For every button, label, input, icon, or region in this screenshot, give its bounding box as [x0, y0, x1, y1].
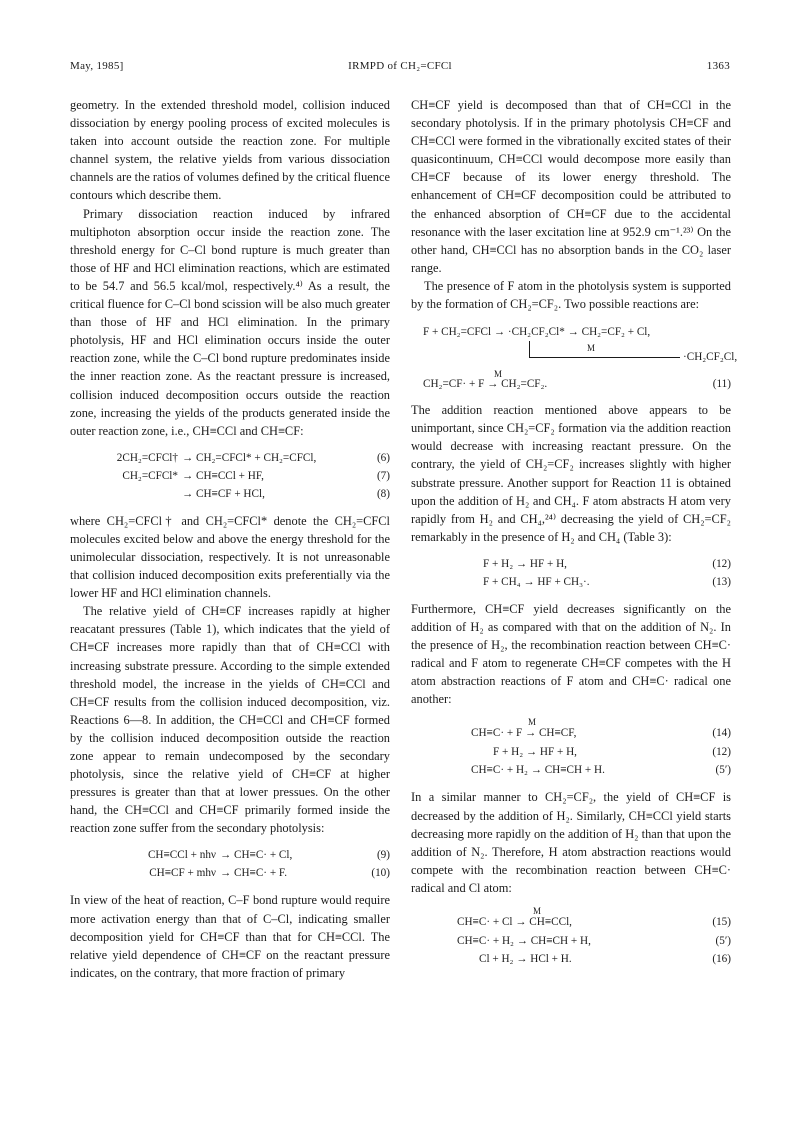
equation-10 — [70, 864, 390, 882]
catalyst-label: M — [587, 343, 596, 354]
scheme-line-3: CH₂=CF· + F → CH₂=CF₂. — [423, 378, 548, 391]
equation-6 — [70, 449, 390, 467]
branch-arrow — [529, 341, 680, 358]
equation-number: (9) — [376, 849, 390, 862]
paragraph: where CH₂=CFCl† and CH₂=CFCl* denote the CH₂=CFCl molecules excited below and above the energy threshold for the unimolecular dissociation, respectively. It is not unreasonable that collision induced decomposition exits preferentially via the lower HF and HCl elimination channels. — [70, 513, 390, 601]
equation-number: (8) — [376, 487, 390, 500]
header-title: IRMPD of CH₂=CFCl — [348, 60, 452, 72]
equation-rhs: → CH≡CF + HCl, — [182, 487, 265, 500]
equation-16 — [411, 950, 731, 968]
equation-number: (13) — [712, 575, 731, 588]
equation-12 — [411, 555, 731, 573]
equation-lhs: CH≡CF + mhν — [149, 867, 216, 880]
equation-number: (5′) — [715, 935, 731, 947]
equation-text: CH≡C· + Cl → CH≡CCl, — [457, 916, 572, 928]
paragraph: The relative yield of CH≡CF increases rapidly at higher reacatant pressures (Table 1), which indicates that the yield of CH≡CF increases more rapidly than that of CH≡CCl with increasing substrate pressure. According to the simple extended threshold model, the increase in the yields of CH≡CCl and CH≡CF results from the collision induced decomposition, viz. Reactions 6—8. In addition, the CH≡CCl and CH≡CF formed by the collision induced decomposition outside the reaction zone appear to remain undecomposed by the secondary photolysis, since the relative yield of CH≡CF at higher pressures is greater than that at lower pressues. On the other hand, the CH≡CCl and CH≡CF primarily formed inside the reaction zone suffer from the secondary photolysis: — [70, 604, 390, 836]
equation-rhs: → CH≡C· + F. — [220, 867, 288, 880]
equation-text: CH≡C· + H₂ → CH≡CH + H, — [457, 935, 591, 947]
catalyst-label: M — [528, 717, 537, 728]
catalyst-label: M — [494, 369, 503, 380]
reaction-scheme-11 — [411, 321, 738, 395]
paragraph: CH≡CF yield is decomposed than that of CH≡CCl in the secondary photolysis. If in the primary photolysis CH≡CF and CH≡CCl were formed in the vibrationally excited states of their quasicontinuum, CH≡CCl would decompose more easily than CH≡CF because of its lower energy threshold. The enhancement of CH≡CF decomposition could be attributed to the enhanced absorption of CH≡CF due to the accidental resonance with the laser excitation line at 952.9 cm⁻¹.²³⁾ On the other hand, CH≡CCl has no absorption bands in the CO₂ laser range. — [411, 98, 731, 275]
equation-block — [411, 555, 731, 591]
paragraph: In a similar manner to CH₂=CF₂, the yield of CH≡CF is decreased by the addition of H₂. Similarly, CH≡CCl yield starts decreasing more rapidly on the addition of H₂ than that upon the addition of N₂. Therefore, H atom abstraction reactions would compete with the recombination reaction between CH≡C· radical and Cl atom: — [411, 790, 731, 895]
equation-8 — [70, 485, 390, 503]
header-date: May, 1985] — [70, 60, 124, 72]
paragraph: geometry. In the extended threshold model, collision induced dissociation by energy pooling process of excited molecules is taken into account outside the reaction zone. For multiple channel system, the relative yields from various dissociation channels are the ratios of volumes defined by the critical fluence contours which describe them. — [70, 98, 390, 203]
equation-15 — [411, 906, 731, 932]
paragraph: Primary dissociation reaction induced by infrared multiphoton absorption occur inside the reaction zone. The threshold energy for C–Cl bond rupture is much greater than those of HF and HCl elimination reactions, which are estimated to be 54.7 and 56.5 kcal/mol, respectively.⁴⁾ As a result, the critical fluence for C–Cl bond scission will be also much greater than those of HF and HCl elimination. In the primary photolysis, HF and HCl elimination occurs inside the outer reaction zone, while the C–Cl bond rupture predominates inside the inner reaction zone. As the reactant pressure is increased, collision induced decomposition occurs outside the reaction zone, increasing the yields of the products generated inside the outer reaction zone, i.e., CH≡CCl and CH≡CF: — [70, 206, 390, 438]
equation-number: (15) — [712, 916, 731, 928]
equation-5-prime-repeat — [411, 932, 731, 950]
equation-block — [411, 717, 731, 779]
equation-text: F + CH₄ → HF + CH₃·. — [483, 575, 590, 588]
paragraph: Furthermore, CH≡CF yield decreases significantly on the addition of H₂ as compared with that on the addition of N₂. In the presence of H₂, the recombination reaction between CH≡C· radical and F atom to regenerate CH≡CF competes with the H atom abstraction reactions of F atom and CH≡C· radical one another: — [411, 601, 731, 707]
equation-number: (12) — [712, 557, 731, 570]
left-column — [70, 96, 390, 982]
equation-lhs: CH₂=CFCl* — [122, 469, 178, 482]
equation-number: (7) — [376, 469, 390, 482]
equation-text: CH≡C· + F → CH≡CF, — [471, 727, 577, 740]
paragraph: In view of the heat of reaction, C–F bond rupture would require more activation energy than that of C–Cl, indicating smaller decomposition yield for CH≡CF than that for CH≡CCl. The relative yield dependence of CH≡CF on the reactant pressure indicates, on the contrary, that more fraction of primary — [70, 893, 390, 980]
equation-number: (12) — [712, 746, 731, 759]
equation-text: Cl + H₂ → HCl + H. — [479, 953, 572, 965]
scheme-line-2: ·CH₂CF₂Cl, — [683, 351, 738, 364]
equation-rhs: → CH≡C· + Cl, — [220, 849, 293, 862]
equation-14 — [411, 717, 731, 743]
equation-number: (6) — [376, 451, 390, 464]
equation-number: (16) — [712, 953, 731, 965]
equation-9 — [70, 846, 390, 864]
equation-5-prime — [411, 761, 731, 779]
page-number: 1363 — [706, 60, 730, 72]
equation-number: (5′) — [715, 764, 731, 777]
equation-text: F + H₂ → HF + H, — [493, 746, 577, 759]
running-header — [70, 60, 730, 76]
right-column — [411, 96, 738, 977]
equation-block — [411, 906, 731, 968]
equation-rhs: → CH≡CCl + HF, — [182, 469, 264, 482]
paragraph: The presence of F atom in the photolysis system is supported by the formation of CH₂=CF₂. Two possible reactions are: — [411, 278, 731, 312]
equation-lhs: 2CH₂=CFCl† — [116, 451, 178, 464]
equation-12-repeat — [411, 743, 731, 761]
equation-13 — [411, 573, 731, 591]
equation-7 — [70, 467, 390, 485]
scheme-line-1: F + CH₂=CFCl → ·CH₂CF₂Cl* → CH₂=CF₂ + Cl, — [423, 326, 651, 339]
equation-block — [70, 449, 390, 503]
catalyst-label: M — [533, 906, 542, 916]
equation-number: (10) — [371, 867, 390, 880]
equation-rhs: → CH₂=CFCl* + CH₂=CFCl, — [182, 451, 317, 464]
equation-text: CH≡C· + H₂ → CH≡CH + H. — [471, 764, 605, 777]
equation-text: F + H₂ → HF + H, — [483, 557, 567, 570]
equation-number: (14) — [712, 727, 731, 740]
equation-lhs: CH≡CCl + nhν — [147, 849, 216, 862]
equation-block — [70, 846, 390, 882]
equation-number: (11) — [712, 378, 731, 391]
paragraph: The addition reaction mentioned above appears to be unimportant, since CH₂=CF₂ formation via the addition reaction would decrease with increasing reactant pressure. On the contrary, the yield of CH₂=CF₂ increases slightly with higher substrate pressure. Another support for Reaction 11 is obtained upon the addition of H₂ and CH₄. F atom abstracts H atom very rapidly from H₂ and CH₄,²⁴⁾ decreasing the yield of CH₂=CF₂ remarkably in the presence of H₂ and CH₄ (Table 3): — [411, 403, 731, 544]
